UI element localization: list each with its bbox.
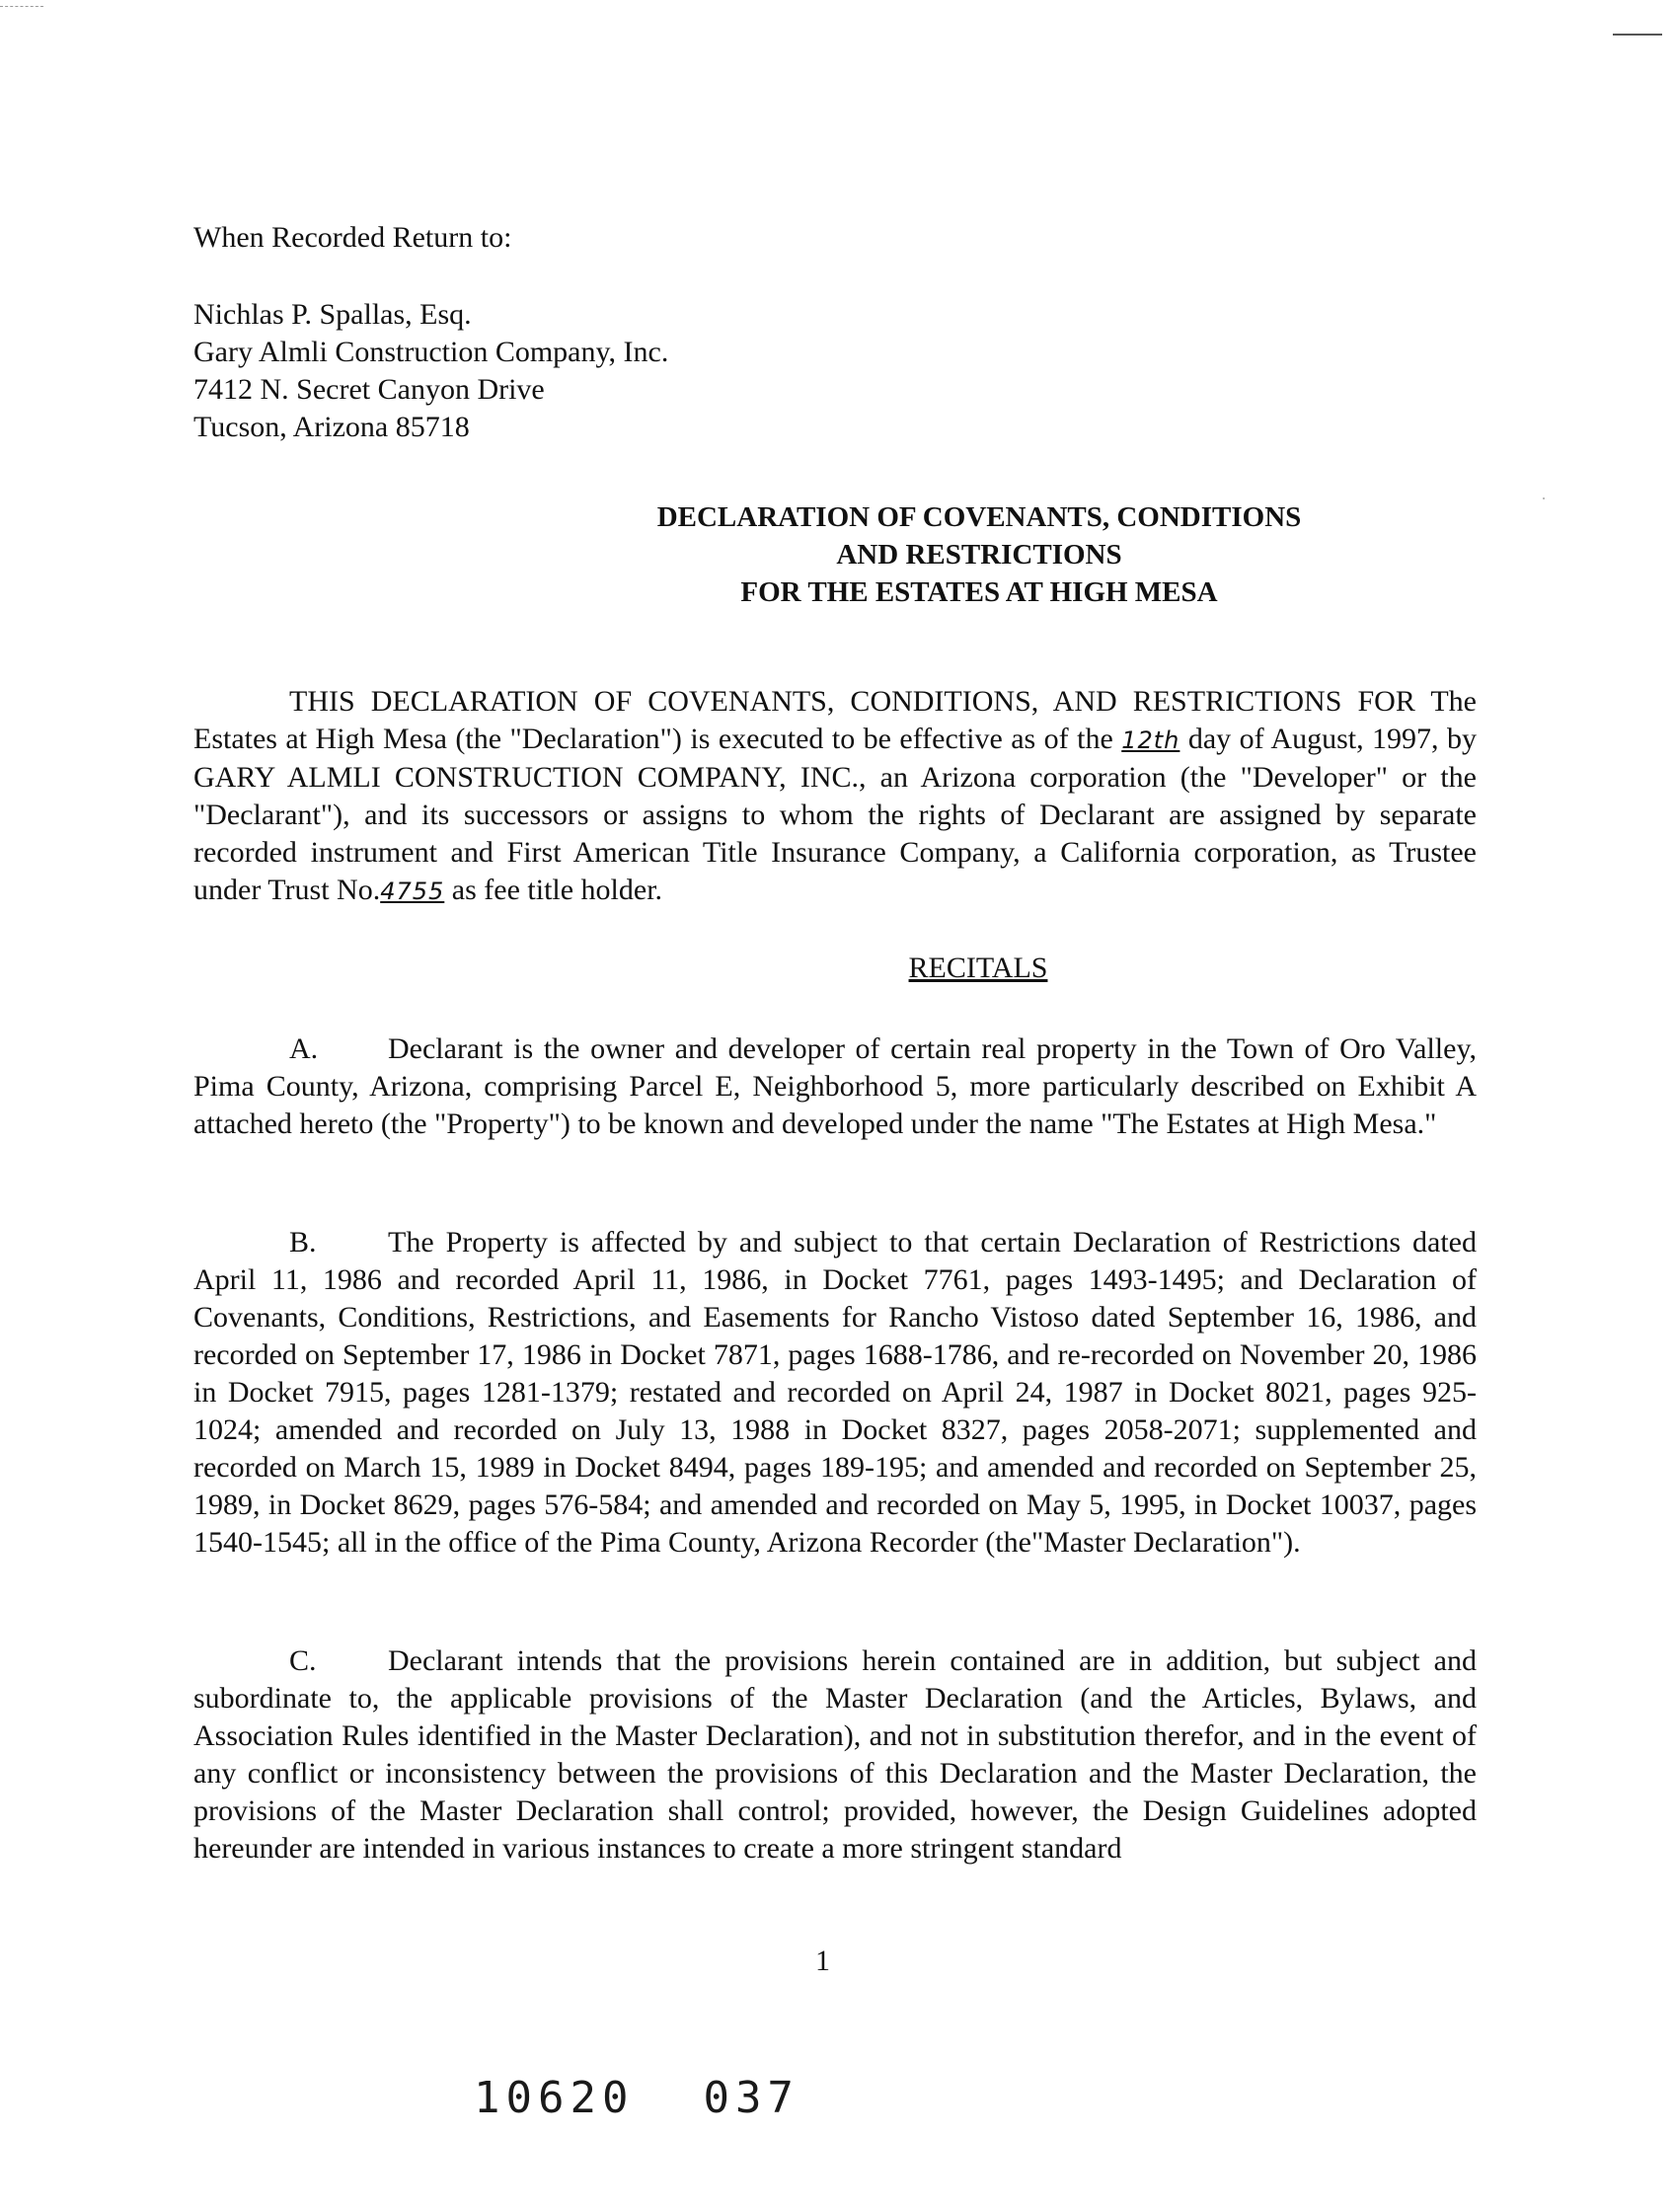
- recitals-heading: RECITALS: [908, 952, 1048, 984]
- page-number: 1: [815, 1945, 830, 1977]
- title-line-3: FOR THE ESTATES AT HIGH MESA: [740, 576, 1218, 608]
- recital-text: Declarant intends that the provisions herein contained are in addition, but subject and subordinate to, the applicable provisions of the Master Declaration (and the Articles, Bylaws, and Association Rules identified in the Master Declaration), and not in substitution therefor, and in the event of any conflict or inconsistency between the provisions of this Declaration and the Master Declaration, the provisions of the Master Declaration shall control; provided, however, the Design Guidelines adopted hereunder are intended in various instances to create a more stringent standard: [193, 1644, 1477, 1865]
- recital-paragraph: [193, 1642, 1477, 1868]
- return-heading: When Recorded Return to:: [193, 221, 512, 254]
- title-line-1: DECLARATION OF COVENANTS, CONDITIONS: [656, 501, 1302, 533]
- title-line-2: AND RESTRICTIONS: [836, 539, 1122, 571]
- handwritten-trust-number: 4755: [380, 877, 445, 905]
- recital-marker: A.: [289, 1032, 319, 1065]
- return-address-block: [193, 219, 668, 446]
- return-street: 7412 N. Secret Canyon Drive: [193, 373, 545, 406]
- intro-text-1: THIS DECLARATION OF COVENANTS, CONDITIONS, AND RESTRICTIONS FOR The Estates at High Mesa (the "Declaration") is executed to be effective as of the: [193, 685, 1477, 755]
- handwritten-day: 12th: [1121, 726, 1180, 754]
- intro-text-2: day of August, 1997, by GARY ALMLI CONSTRUCTION COMPANY, INC., an Arizona corporation (the "Developer" or the "Declarant"), and its successors or assigns to whom the rights of Declarant are assigned by separate recorded instrument and First American Title Insurance Company, a California corporation, as Trustee under Trust No.: [193, 723, 1477, 906]
- scan-edge-mark: [0, 6, 43, 7]
- scan-edge-mark: [1613, 34, 1662, 36]
- recital-paragraph: [193, 1224, 1477, 1562]
- docket-page: 037: [703, 2073, 799, 2123]
- docket-stamp: [474, 2073, 799, 2123]
- return-city: Tucson, Arizona 85718: [193, 411, 470, 443]
- recital-text: The Property is affected by and subject to that certain Declaration of Restrictions dated April 11, 1986 and recorded April 11, 1986, in Docket 7761, pages 1493-1495; and Declaration of Covenants, Conditions, Restrictions, and Easements for Rancho Vistoso dated September 16, 1986, and recorded on September 17, 1986 in Docket 7871, pages 1688-1786, and re-recorded on November 20, 1986 in Docket 7915, pages 1281-1379; restated and recorded on April 24, 1987 in Docket 8021, pages 925-1024; amended and recorded on July 13, 1988 in Docket 8327, pages 2058-2071; supplemented and recorded on March 15, 1989 in Docket 8494, pages 189-195; and amended and recorded on September 25, 1989, in Docket 8629, pages 576-584; and amended and recorded on May 5, 1995, in Docket 10037, pages 1540-1545; all in the office of the Pima County, Arizona Recorder (the"Master Declaration").: [193, 1226, 1477, 1559]
- recital-paragraph: [193, 1030, 1477, 1143]
- recital-marker: C.: [289, 1644, 317, 1677]
- intro-paragraph: [193, 683, 1477, 910]
- return-company: Gary Almli Construction Company, Inc.: [193, 336, 669, 368]
- return-name: Nichlas P. Spallas, Esq.: [193, 298, 472, 331]
- recital-marker: B.: [289, 1226, 317, 1259]
- recital-text: Declarant is the owner and developer of certain real property in the Town of Oro Valley, Pima County, Arizona, comprising Parcel E, Neighborhood 5, more particularly described on Exhibit A attached hereto (the "Property") to be known and developed under the name "The Estates at High Mesa.": [193, 1032, 1477, 1140]
- intro-text-3: as fee title holder.: [451, 874, 663, 906]
- docket-number: 10620: [474, 2073, 635, 2123]
- document-title: [0, 498, 1674, 611]
